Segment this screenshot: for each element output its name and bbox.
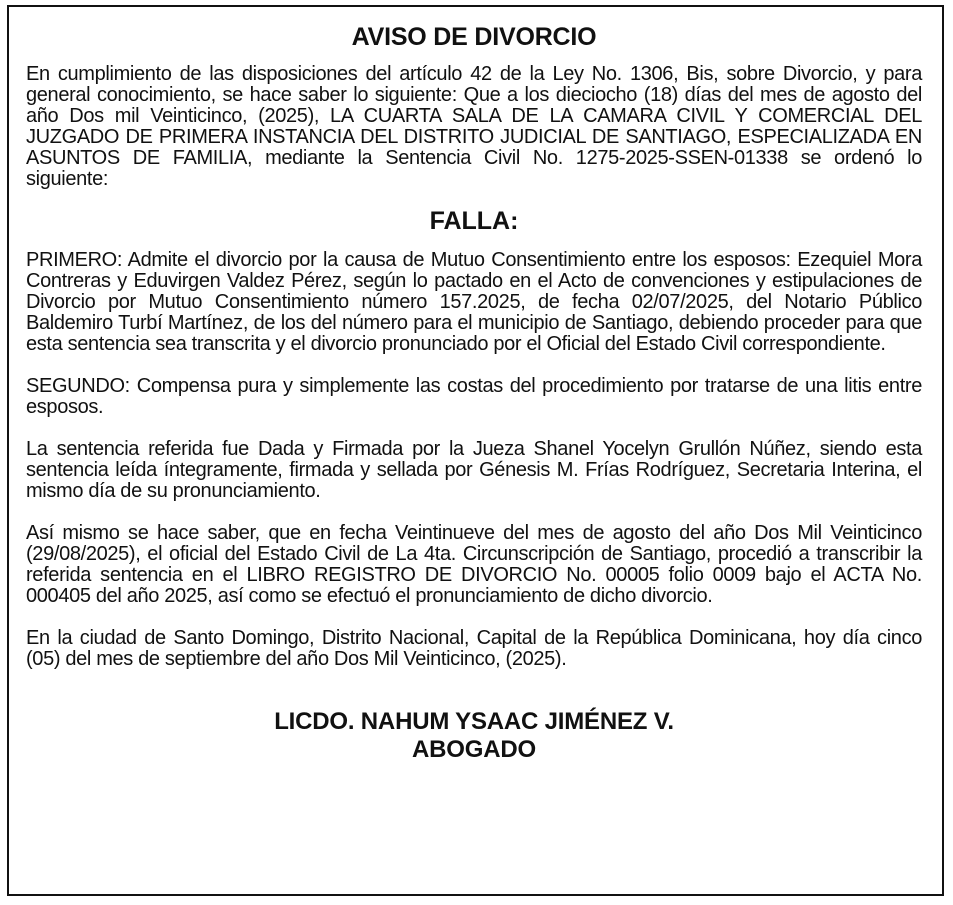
sentencia-paragraph: La sentencia referida fue Dada y Firmada por la Jueza Shanel Yocelyn Grullón Núñez, siendo esta sentencia leída íntegramente, firmada y sellada por Génesis M. Frías Rodríguez, Secretaria Interina, el mismo día de su pronunciamiento. — [26, 438, 922, 502]
notice-body — [26, 22, 922, 764]
primero-paragraph: PRIMERO: Admite el divorcio por la causa de Mutuo Consentimiento entre los esposos: Ezequiel Mora Contreras y Eduvirgen Valdez Pérez, según lo pactado en el Acto de convenciones y estipulaciones de Divorcio por Mutuo Consentimiento número 157.2025, de fecha 02/07/2025, del Notario Público Baldemiro Turbí Martínez, de los del número para el municipio de Santiago, debiendo proceder para que esta sentencia sea transcrita y el divorcio pronunciado por el Oficial del Estado Civil correspondiente. — [26, 249, 922, 355]
registro-paragraph: Así mismo se hace saber, que en fecha Veintinueve del mes de agosto del año Dos Mil Veinticinco (29/08/2025), el oficial del Estado Civil de La 4ta. Circunscripción de Santiago, procedió a transcribir la referida sentencia en el LIBRO REGISTRO DE DIVORCIO No. 00005 folio 0009 bajo el ACTA No. 000405 del año 2025, así como se efectuó el pronunciamiento de dicho divorcio. — [26, 522, 922, 607]
intro-paragraph: En cumplimiento de las disposiciones del artículo 42 de la Ley No. 1306, Bis, sobre Divorcio, y para general conocimiento, se hace saber lo siguiente: Que a los dieciocho (18) días del mes de agosto del año Dos mil Veinticinco, (2025), LA CUARTA SALA DE LA CAMARA CIVIL Y COMERCIAL DEL JUZGADO DE PRIMERA INSTANCIA DEL DISTRITO JUDICIAL DE SANTIAGO, ESPECIALIZADA EN ASUNTOS DE FAMILIA, mediante la Sentencia Civil No. 1275-2025-SSEN-01338 se ordenó lo siguiente: — [26, 63, 922, 190]
signer-name: LICDO. NAHUM YSAAC JIMÉNEZ V. — [274, 708, 674, 735]
paragraph-gap — [26, 418, 922, 439]
signer-title: ABOGADO — [412, 736, 536, 763]
segundo-paragraph: SEGUNDO: Compensa pura y simplemente las costas del procedimiento por tratarse de una litis entre esposos. — [26, 375, 922, 418]
paragraph-gap — [26, 502, 922, 523]
notice-title: AVISO DE DIVORCIO — [351, 23, 597, 51]
signature-block — [26, 708, 922, 764]
paragraph-gap — [26, 355, 922, 376]
paragraph-gap — [26, 607, 922, 628]
place-date-paragraph: En la ciudad de Santo Domingo, Distrito Nacional, Capital de la República Dominicana, hoy día cinco (05) del mes de septiembre del año Dos Mil Veinticinco, (2025). — [26, 627, 922, 670]
falla-heading: FALLA: — [429, 207, 519, 235]
